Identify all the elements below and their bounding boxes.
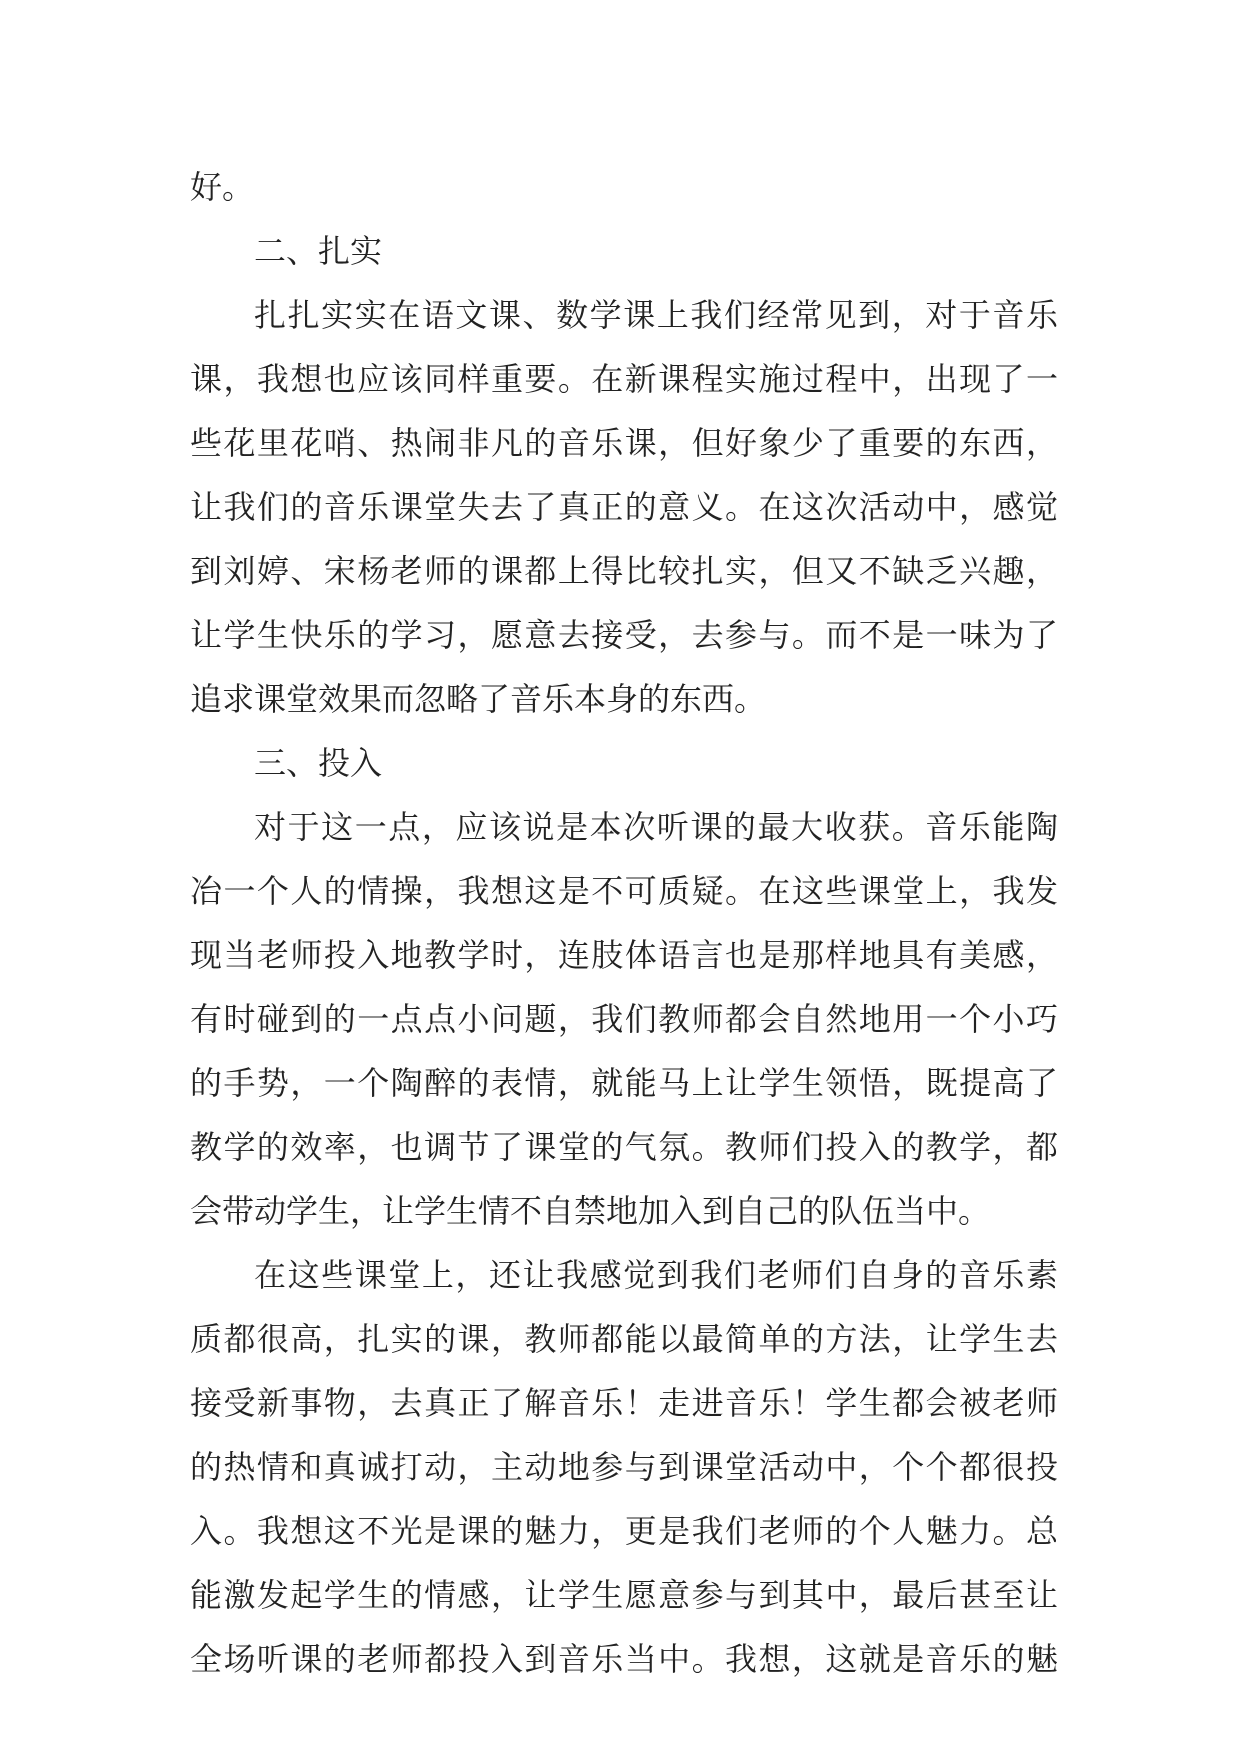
text-line: 的热情和真诚打动，主动地参与到课堂活动中，个个都很投 — [190, 1448, 1058, 1486]
section-heading: 三、投入 — [254, 744, 383, 782]
text-line: 到刘婷、宋杨老师的课都上得比较扎实，但又不缺乏兴趣， — [190, 552, 1058, 590]
paragraph-first-line: 在这些课堂上，还让我感觉到我们老师们自身的音乐素 — [254, 1256, 1058, 1294]
text-line: 好。 — [190, 168, 255, 206]
text-line: 能激发起学生的情感，让学生愿意参与到其中，最后甚至让 — [190, 1576, 1058, 1614]
text-line: 有时碰到的一点点小问题，我们教师都会自然地用一个小巧 — [190, 1000, 1058, 1038]
text-line: 质都很高，扎实的课，教师都能以最简单的方法，让学生去 — [190, 1320, 1058, 1358]
paragraph-first-line: 对于这一点，应该说是本次听课的最大收获。音乐能陶 — [254, 808, 1058, 846]
text-line: 让我们的音乐课堂失去了真正的意义。在这次活动中，感觉 — [190, 488, 1058, 526]
text-line: 些花里花哨、热闹非凡的音乐课，但好象少了重要的东西， — [190, 424, 1058, 462]
text-line: 教学的效率，也调节了课堂的气氛。教师们投入的教学，都 — [190, 1128, 1058, 1166]
paragraph-last-line: 追求课堂效果而忽略了音乐本身的东西。 — [190, 680, 767, 718]
text-line: 现当老师投入地教学时，连肢体语言也是那样地具有美感， — [190, 936, 1058, 974]
body-text — [190, 155, 1058, 1691]
text-line: 冶一个人的情操，我想这是不可质疑。在这些课堂上，我发 — [190, 872, 1058, 910]
section-heading: 二、扎实 — [254, 232, 383, 270]
text-line: 全场听课的老师都投入到音乐当中。我想，这就是音乐的魅 — [190, 1640, 1058, 1678]
paragraph-last-line: 会带动学生，让学生情不自禁地加入到自己的队伍当中。 — [190, 1192, 991, 1230]
text-line: 课，我想也应该同样重要。在新课程实施过程中，出现了一 — [190, 360, 1058, 398]
text-line: 的手势，一个陶醉的表情，就能马上让学生领悟，既提高了 — [190, 1064, 1058, 1102]
paragraph-first-line: 扎扎实实在语文课、数学课上我们经常见到，对于音乐 — [254, 296, 1058, 334]
text-line: 入。我想这不光是课的魅力，更是我们老师的个人魅力。总 — [190, 1512, 1058, 1550]
text-line: 接受新事物，去真正了解音乐！走进音乐！学生都会被老师 — [190, 1384, 1058, 1422]
text-line: 让学生快乐的学习，愿意去接受，去参与。而不是一味为了 — [190, 616, 1058, 654]
